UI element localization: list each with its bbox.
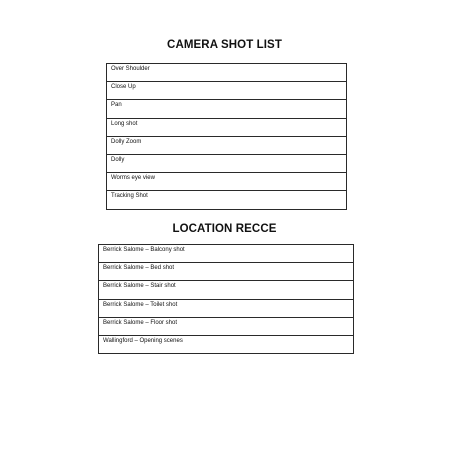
table-row bbox=[107, 118, 347, 136]
camera-shot-list-heading: CAMERA SHOT LIST bbox=[167, 39, 282, 51]
shot-cell: Close Up bbox=[107, 82, 347, 100]
table-row bbox=[99, 317, 354, 335]
shot-cell: Long shot bbox=[107, 118, 347, 136]
shot-cell: Dolly Zoom bbox=[107, 136, 347, 154]
table-row bbox=[99, 335, 354, 353]
location-cell: Berrick Salome – Balcony shot bbox=[99, 245, 354, 263]
table-row bbox=[107, 173, 347, 191]
location-cell: Wallingford – Opening scenes bbox=[99, 335, 354, 353]
table-row bbox=[107, 154, 347, 172]
shot-cell: Over Shoulder bbox=[107, 64, 347, 82]
shot-cell: Worms eye view bbox=[107, 173, 347, 191]
location-cell: Berrick Salome – Stair shot bbox=[99, 281, 354, 299]
table-row bbox=[107, 64, 347, 82]
camera-shot-list-table bbox=[106, 63, 347, 210]
location-cell: Berrick Salome – Floor shot bbox=[99, 317, 354, 335]
location-cell: Berrick Salome – Bed shot bbox=[99, 263, 354, 281]
shot-cell: Dolly bbox=[107, 154, 347, 172]
location-recce-heading: LOCATION RECCE bbox=[172, 223, 277, 235]
table-row bbox=[107, 191, 347, 209]
table-row bbox=[99, 281, 354, 299]
table-row bbox=[99, 299, 354, 317]
shot-cell: Pan bbox=[107, 100, 347, 118]
table-row bbox=[99, 263, 354, 281]
table-row bbox=[107, 82, 347, 100]
shot-cell: Tracking Shot bbox=[107, 191, 347, 209]
location-recce-table bbox=[98, 244, 354, 354]
table-row bbox=[99, 245, 354, 263]
table-row bbox=[107, 136, 347, 154]
table-row bbox=[107, 100, 347, 118]
location-cell: Berrick Salome – Toilet shot bbox=[99, 299, 354, 317]
